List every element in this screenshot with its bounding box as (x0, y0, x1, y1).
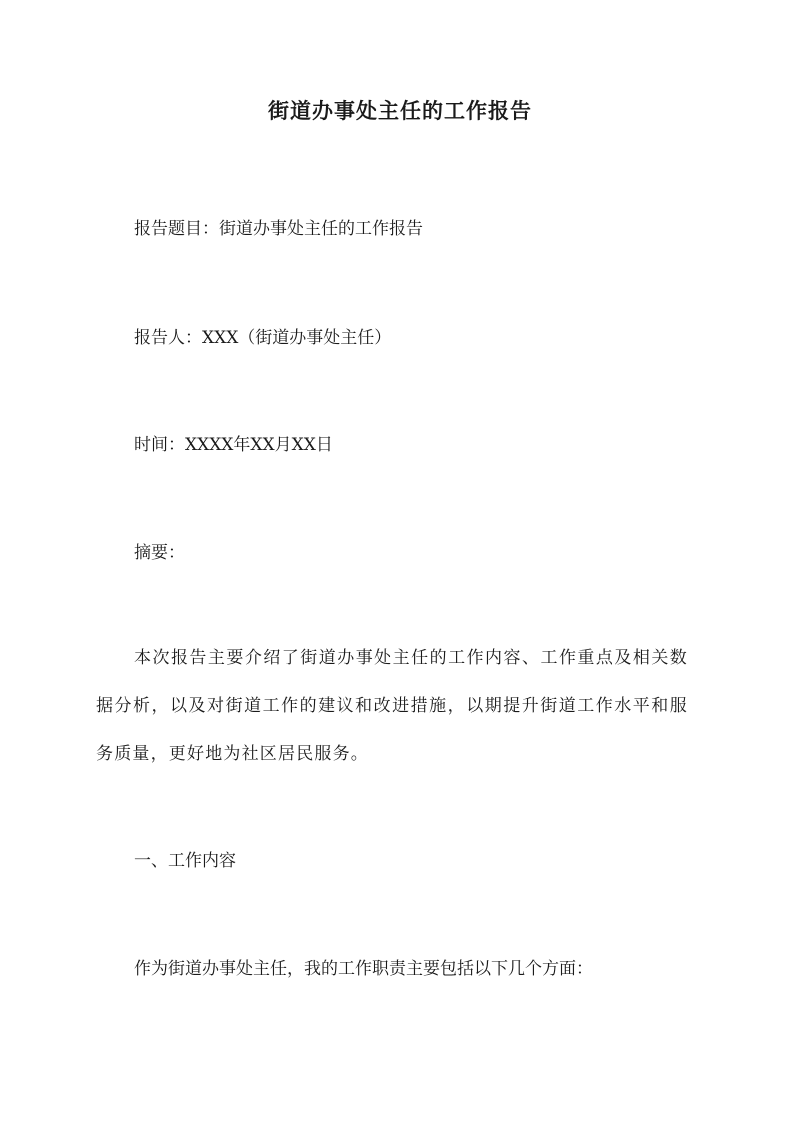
abstract-body: 本次报告主要介绍了街道办事处主任的工作内容、工作重点及相关数据分析，以及对街道工作的建议和改进措施，以期提升街道工作水平和服务质量，更好地为社区居民服务。 (96, 648, 688, 764)
section-1-intro: 作为街道办事处主任，我的工作职责主要包括以下几个方面： (134, 959, 593, 979)
section-1-heading: 一、工作内容 (134, 851, 236, 871)
document-title: 街道办事处主任的工作报告 (268, 98, 532, 123)
reporter-line: 报告人：XXX（街道办事处主任） (134, 328, 392, 348)
report-subject-line: 报告题目：街道办事处主任的工作报告 (134, 219, 423, 239)
time-line: 时间：XXXX年XX月XX日 (134, 435, 333, 455)
abstract-heading: 摘要： (134, 543, 185, 563)
